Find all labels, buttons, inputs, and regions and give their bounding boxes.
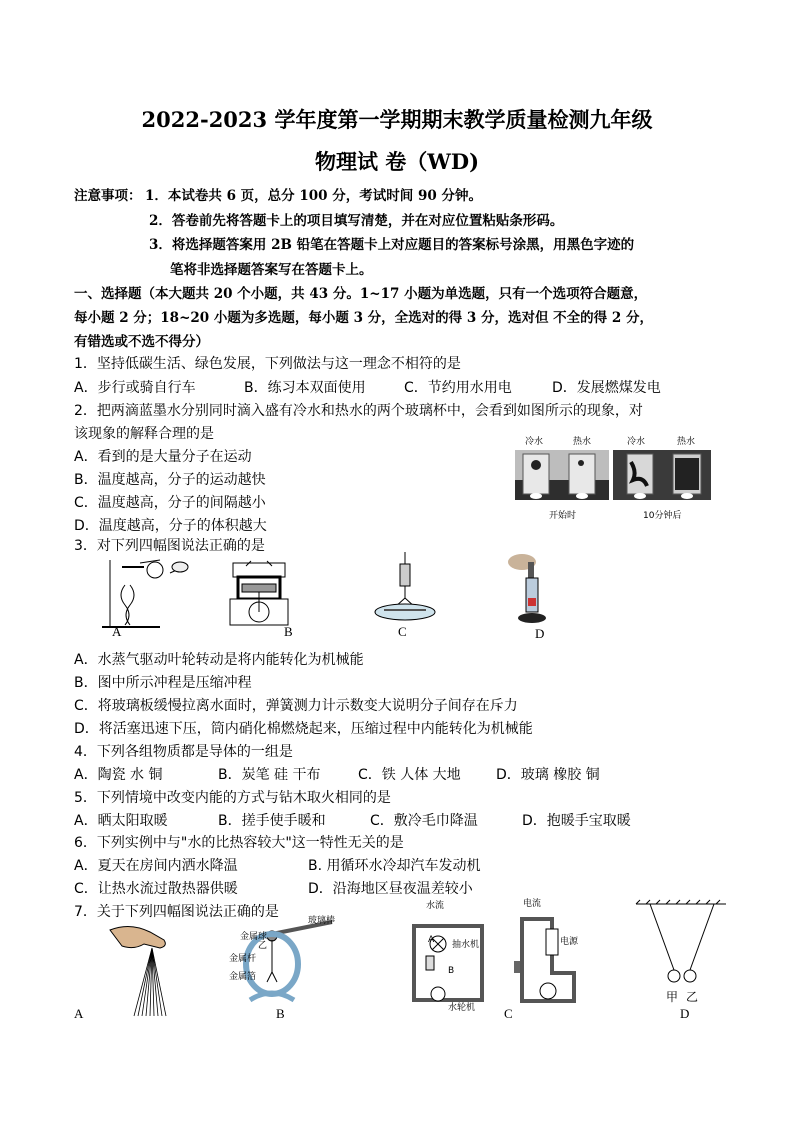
option: C．将玻璃板缓慢拉离水面时，弹簧测力计示数变大说明分子间存在斥力 xyxy=(74,698,518,714)
figure-label: 玻璃棒 xyxy=(308,916,336,926)
figure-label: 水流 xyxy=(426,901,445,911)
question-stem: 7．关于下列四幅图说法正确的是 xyxy=(74,904,279,920)
option: B．图中所示冲程是压缩冲程 xyxy=(74,675,252,691)
steam-turbine-figure xyxy=(100,555,200,630)
option: B．温度越高，分子的运动越快 xyxy=(74,472,266,488)
option: D．发展燃煤发电 xyxy=(552,380,661,396)
figure-label: A xyxy=(74,1006,84,1021)
question-stem: 1．坚持低碳生活、绿色发展，下列做法与这一理念不相符的是 xyxy=(74,356,461,372)
figure-label: 金属箔 xyxy=(229,972,257,982)
question-stem: 3．对下列四幅图说法正确的是 xyxy=(74,538,265,554)
question-stem: 5．下列情境中改变内能的方式与钻木取火相同的是 xyxy=(74,790,391,806)
pith-balls-figure xyxy=(636,900,726,986)
option: B．练习本双面使用 xyxy=(244,380,366,396)
note-item: 3．将选择题答案用 2B 铅笔在答题卡上对应题目的答案标号涂黑，用黑色字迹的 xyxy=(149,237,635,253)
figure-label: B xyxy=(448,966,455,976)
figure-label: 电源 xyxy=(560,937,579,947)
option: D．沿海地区昼夜温差较小 xyxy=(308,881,473,897)
figure-label: 甲 xyxy=(666,990,679,1004)
figure-label: D xyxy=(680,1006,690,1021)
figure-label: B xyxy=(284,624,293,639)
charged-strands-figure xyxy=(100,920,180,1020)
question-stem: 2．把两滴蓝墨水分别同时滴入盛有冷水和热水的两个玻璃杯中，会看到如图所示的现象，对 xyxy=(74,403,643,419)
option: B. 用循环水冷却汽车发动机 xyxy=(308,858,481,874)
option: A．夏天在房间内洒水降温 xyxy=(74,858,238,874)
figure-label: 冷水 xyxy=(525,437,544,447)
figure-caption: 开始时 xyxy=(549,511,577,521)
electric-circuit-figure xyxy=(510,905,590,1005)
question-stem: 4．下列各组物质都是导体的一组是 xyxy=(74,744,293,760)
spring-scale-figure xyxy=(370,552,440,624)
engine-cylinder-figure xyxy=(228,558,290,628)
figure-label: C xyxy=(398,624,407,639)
figure-label: 金属杆 xyxy=(229,954,257,964)
question-stem: 该现象的解释合理的是 xyxy=(74,426,214,442)
option: D．温度越高，分子的体积越大 xyxy=(74,518,267,534)
note-item: 2．答卷前先将答题卡上的项目填写清楚，并在对应位置粘贴条形码。 xyxy=(149,213,564,229)
page-title: 2022-2023 学年度第一学期期末教学质量检测九年级 xyxy=(141,107,653,132)
compression-cylinder-figure xyxy=(506,548,556,630)
figure-label: A xyxy=(428,935,435,945)
option: A．步行或骑自行车 xyxy=(74,380,196,396)
option: C．让热水流过散热器供暖 xyxy=(74,881,238,897)
option: C．温度越高，分子的间隔越小 xyxy=(74,495,266,511)
figure-label: D xyxy=(535,626,545,641)
figure-caption: 10分钟后 xyxy=(643,511,682,521)
ink-diffusion-figure xyxy=(515,432,715,522)
option: C．敷冷毛巾降温 xyxy=(370,813,478,829)
option: D．玻璃 橡胶 铜 xyxy=(496,767,600,783)
option: A．陶瓷 水 铜 xyxy=(74,767,163,783)
figure-label: 热水 xyxy=(573,437,592,447)
figure-label: B xyxy=(276,1006,285,1021)
option: A．晒太阳取暖 xyxy=(74,813,168,829)
figure-label: 电流 xyxy=(523,899,542,909)
section-heading: 一、选择题（本大题共 20 个小题，共 43 分。1~17 小题为单选题，只有一个选项符合题意， xyxy=(74,286,648,302)
section-heading: 每小题 2 分；18~20 小题为多选题，每小题 3 分，全选对的得 3 分，选对但 不全的得 2 分， xyxy=(74,310,653,326)
figure-label: A xyxy=(112,624,122,639)
option: A．水蒸气驱动叶轮转动是将内能转化为机械能 xyxy=(74,652,364,668)
question-stem: 6．下列实例中与"水的比热容较大"这一特性无关的是 xyxy=(74,835,404,851)
page-subtitle: 物理试 卷（WD) xyxy=(314,149,480,174)
figure-label: C xyxy=(504,1006,513,1021)
section-heading: 有错选或不选不得分） xyxy=(74,334,209,350)
figure-label: 乙 xyxy=(258,941,268,951)
notes-label: 注意事项： xyxy=(74,188,142,204)
water-circuit-figure xyxy=(404,910,494,1010)
figure-label: 水轮机 xyxy=(448,1003,476,1013)
figure-label: 乙 xyxy=(686,990,699,1004)
figure-label: 冷水 xyxy=(627,437,646,447)
option: C．铁 人体 大地 xyxy=(358,767,461,783)
option: B．搓手使手暖和 xyxy=(218,813,326,829)
option: D．将活塞迅速下压，筒内硝化棉燃烧起来，压缩过程中内能转化为机械能 xyxy=(74,721,533,737)
figure-label: 金属球 xyxy=(240,932,268,942)
note-item: 笔将非选择题答案写在答题卡上。 xyxy=(170,262,373,278)
note-item: 1．本试卷共 6 页，总分 100 分，考试时间 90 分钟。 xyxy=(145,188,482,204)
option: C．节约用水用电 xyxy=(404,380,512,396)
figure-label: 热水 xyxy=(677,437,696,447)
figure-label: 抽水机 xyxy=(452,940,480,950)
option: A．看到的是大量分子在运动 xyxy=(74,449,252,465)
option: D．抱暖手宝取暖 xyxy=(522,813,631,829)
option: B．炭笔 硅 干布 xyxy=(218,767,321,783)
